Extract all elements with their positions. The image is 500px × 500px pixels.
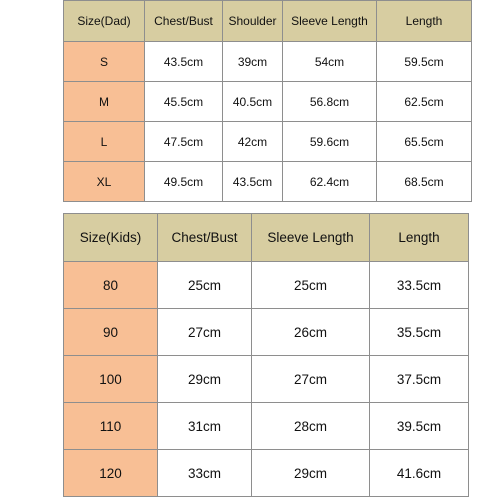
dad-chest-cell: 45.5cm (145, 82, 223, 122)
dad-row-m (64, 82, 472, 122)
kids-row-100 (64, 356, 469, 403)
dad-header-sleeve-length: Sleeve Length (283, 1, 377, 42)
dad-shoulder-cell: 42cm (223, 122, 283, 162)
kids-size-cell: 80 (64, 262, 158, 309)
kids-chest-cell: 27cm (158, 309, 252, 356)
kids-sleeve-cell: 27cm (252, 356, 370, 403)
kids-sleeve-cell: 29cm (252, 450, 370, 497)
kids-length-cell: 41.6cm (370, 450, 469, 497)
dad-size-cell: S (64, 42, 145, 82)
dad-header-size: Size(Dad) (64, 1, 145, 42)
dad-length-cell: 59.5cm (377, 42, 472, 82)
kids-sleeve-cell: 28cm (252, 403, 370, 450)
kids-row-120 (64, 450, 469, 497)
dad-size-cell: XL (64, 162, 145, 202)
dad-row-xl (64, 162, 472, 202)
kids-sleeve-cell: 26cm (252, 309, 370, 356)
kids-size-cell: 110 (64, 403, 158, 450)
kids-length-cell: 33.5cm (370, 262, 469, 309)
kids-sleeve-cell: 25cm (252, 262, 370, 309)
dad-sleeve-cell: 62.4cm (283, 162, 377, 202)
kids-header-chest-bust: Chest/Bust (158, 214, 252, 262)
kids-row-90 (64, 309, 469, 356)
kids-chest-cell: 29cm (158, 356, 252, 403)
dad-chest-cell: 49.5cm (145, 162, 223, 202)
dad-row-s (64, 42, 472, 82)
dad-chest-cell: 43.5cm (145, 42, 223, 82)
kids-size-cell: 100 (64, 356, 158, 403)
kids-row-110 (64, 403, 469, 450)
dad-shoulder-cell: 39cm (223, 42, 283, 82)
dad-header-row (64, 1, 472, 42)
kids-size-cell: 90 (64, 309, 158, 356)
kids-chest-cell: 25cm (158, 262, 252, 309)
dad-header-shoulder: Shoulder (223, 1, 283, 42)
kids-length-cell: 35.5cm (370, 309, 469, 356)
dad-header-length: Length (377, 1, 472, 42)
kids-row-80 (64, 262, 469, 309)
dad-header-chest-bust: Chest/Bust (145, 1, 223, 42)
dad-size-cell: M (64, 82, 145, 122)
kids-chest-cell: 33cm (158, 450, 252, 497)
dad-length-cell: 68.5cm (377, 162, 472, 202)
kids-header-row (64, 214, 469, 262)
dad-size-table (63, 0, 472, 202)
kids-size-cell: 120 (64, 450, 158, 497)
dad-sleeve-cell: 59.6cm (283, 122, 377, 162)
kids-header-sleeve-length: Sleeve Length (252, 214, 370, 262)
dad-length-cell: 65.5cm (377, 122, 472, 162)
dad-sleeve-cell: 56.8cm (283, 82, 377, 122)
dad-shoulder-cell: 40.5cm (223, 82, 283, 122)
kids-size-table (63, 213, 469, 497)
kids-length-cell: 37.5cm (370, 356, 469, 403)
kids-header-size: Size(Kids) (64, 214, 158, 262)
dad-row-l (64, 122, 472, 162)
dad-size-cell: L (64, 122, 145, 162)
dad-length-cell: 62.5cm (377, 82, 472, 122)
dad-shoulder-cell: 43.5cm (223, 162, 283, 202)
dad-sleeve-cell: 54cm (283, 42, 377, 82)
kids-length-cell: 39.5cm (370, 403, 469, 450)
dad-chest-cell: 47.5cm (145, 122, 223, 162)
kids-header-length: Length (370, 214, 469, 262)
kids-chest-cell: 31cm (158, 403, 252, 450)
